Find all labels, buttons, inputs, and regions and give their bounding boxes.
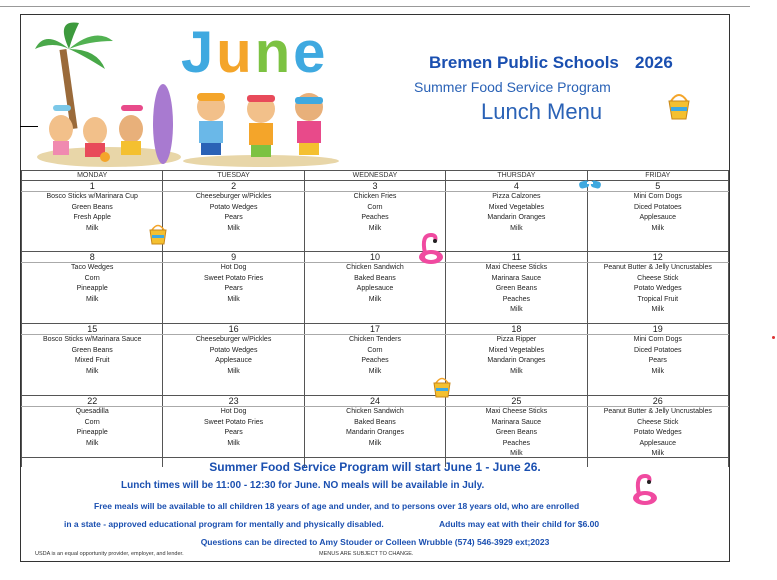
menu-item: Cheeseburger w/Pickles: [195, 193, 272, 200]
menu-cell: [446, 335, 587, 396]
menu-item: Pizza Calzones: [492, 193, 541, 200]
sand-bucket-icon: [147, 222, 169, 246]
menu-cell: [163, 263, 304, 324]
menu-item: Marinara Sauce: [491, 274, 542, 282]
adult-price: Adults may eat with their child for $6.00: [439, 519, 600, 529]
weekday-header-row: [22, 171, 729, 181]
menu-item: Mixed Vegetables: [488, 346, 544, 354]
usda-statement: USDA is an equal opportunity provider, employer, and lender.: [35, 551, 184, 557]
weekday-header: THURSDAY: [446, 171, 587, 181]
date-cell: 26: [587, 396, 728, 407]
menu-item: Cheeseburger w/Pickles: [195, 336, 272, 343]
menu-item: Pineapple: [76, 429, 108, 436]
menu-item: Green Beans: [71, 203, 113, 211]
month-letter: u: [216, 20, 255, 85]
menu-item: Peanut Butter & Jelly Uncrustables: [603, 264, 712, 271]
menu-item: Applesauce: [639, 439, 677, 447]
kids-group-clipart: [181, 85, 341, 167]
calendar-body: [22, 181, 729, 468]
menu-item: Taco Wedges: [71, 264, 114, 271]
menu-item: Corn: [367, 346, 383, 354]
menu-item: Milk: [85, 439, 99, 447]
menu-cell: [587, 335, 728, 396]
date-row: [22, 324, 729, 335]
menu-item: Peaches: [361, 214, 389, 221]
menu-item: Tropical Fruit: [637, 295, 679, 303]
menu-item: Green Beans: [495, 429, 537, 436]
menu-item: Pears: [224, 429, 243, 436]
menu-title: Lunch Menu: [481, 99, 603, 124]
menu-item: Sweet Potato Fries: [204, 274, 264, 282]
menu-item: Peaches: [502, 295, 530, 303]
menu-item: Milk: [651, 306, 664, 313]
organization-name: Bremen Public Schools: [429, 53, 619, 72]
menu-cell: [587, 263, 728, 324]
menu-item: Chicken Fries: [353, 193, 397, 200]
lunch-calendar: [21, 170, 729, 467]
menu-item: Maxi Cheese Sticks: [485, 408, 548, 415]
menu-item: Mandarin Oranges: [487, 357, 546, 364]
date-cell: 2: [163, 181, 304, 192]
eligibility-line-2: in a state - approved educational program for mentally and physically disabled.: [64, 519, 384, 529]
menu-item: Corn: [84, 274, 100, 282]
menu-item: Diced Potatoes: [634, 203, 682, 211]
menu-item: Mini Corn Dogs: [633, 336, 682, 343]
date-row: [22, 252, 729, 263]
menu-cell: [304, 335, 445, 396]
menu-item: Baked Beans: [354, 274, 396, 282]
menu-item: Hot Dog: [220, 408, 247, 415]
date-cell: 1: [22, 181, 163, 192]
menu-item: Milk: [651, 224, 664, 232]
menu-cell: [163, 335, 304, 396]
menu-item: Baked Beans: [354, 418, 396, 426]
beach-kids-clipart: [35, 19, 183, 167]
menu-item: Cheese Stick: [637, 274, 679, 282]
menu-item: Green Beans: [71, 346, 113, 354]
date-cell: 18: [446, 324, 587, 335]
menu-cell: [163, 192, 304, 252]
menu-item: Mixed Fruit: [74, 357, 110, 364]
menu-year: 2026: [635, 53, 673, 72]
program-name: Summer Food Service Program: [414, 79, 611, 95]
menu-item: Chicken Tenders: [348, 336, 401, 343]
menu-item: Mini Corn Dogs: [633, 193, 682, 200]
date-cell: 25: [446, 396, 587, 407]
menu-item: Milk: [227, 295, 240, 303]
month-letter: J: [181, 20, 217, 85]
date-cell: 19: [587, 324, 728, 335]
menu-item: Applesauce: [215, 357, 252, 364]
menu-item: Maxi Cheese Sticks: [485, 264, 548, 271]
menu-cell: [22, 335, 163, 396]
menu-item: Cheese Stick: [637, 418, 679, 426]
menu-item: Pears: [224, 285, 243, 292]
menu-cell: [22, 192, 163, 252]
menu-item: Milk: [651, 450, 664, 457]
menu-item: Milk: [227, 224, 240, 232]
menu-row: [22, 263, 729, 324]
margin-mark: [20, 126, 38, 127]
menu-item: Potato Wedges: [633, 285, 682, 292]
eligibility-line-1: Free meals will be available to all children 18 years of age and under, and to persons over 18 years old, who are enrolled: [94, 501, 580, 511]
flamingo-float-icon: [631, 472, 659, 506]
menu-item: Peaches: [361, 357, 389, 364]
month-title: [181, 19, 328, 86]
menu-item: Sweet Potato Fries: [204, 418, 264, 426]
menu-item: Quesadilla: [75, 408, 109, 415]
date-cell: 16: [163, 324, 304, 335]
date-row: [22, 396, 729, 407]
menu-item: Corn: [367, 203, 383, 211]
date-row: [22, 181, 729, 192]
program-dates: Summer Food Service Program will start June 1 - June 26.: [209, 460, 541, 474]
menu-item: Milk: [510, 224, 523, 232]
menu-item: Peaches: [502, 439, 530, 447]
date-cell: 11: [446, 252, 587, 263]
menu-item: Milk: [368, 295, 382, 303]
sand-bucket-icon: [431, 375, 453, 399]
menu-item: Milk: [368, 367, 382, 375]
weekday-header: FRIDAY: [587, 171, 728, 181]
menu-document: [20, 14, 730, 562]
menu-item: Marinara Sauce: [491, 418, 542, 426]
weekday-header: WEDNESDAY: [304, 171, 445, 181]
menu-disclaimer: MENUS ARE SUBJECT TO CHANGE.: [319, 551, 414, 557]
date-cell: 12: [587, 252, 728, 263]
menu-cell: [446, 192, 587, 252]
menu-item: Chicken Sandwich: [346, 408, 404, 415]
date-cell: 17: [304, 324, 445, 335]
menu-item: Hot Dog: [220, 264, 247, 271]
date-cell: 4: [446, 181, 587, 192]
menu-item: Chicken Sandwich: [346, 264, 404, 271]
menu-item: Potato Wedges: [633, 429, 682, 436]
menu-item: Milk: [510, 306, 523, 313]
menu-item: Milk: [227, 367, 240, 375]
menu-item: Milk: [227, 439, 240, 447]
month-letter: e: [293, 20, 329, 85]
menu-item: Mandarin Oranges: [345, 429, 404, 436]
menu-item: Pears: [648, 357, 667, 364]
menu-item: Milk: [368, 224, 382, 232]
menu-item: Potato Wedges: [209, 203, 258, 211]
menu-item: Milk: [651, 367, 664, 375]
date-cell: 22: [22, 396, 163, 407]
menu-cell: [22, 263, 163, 324]
menu-item: Potato Wedges: [209, 346, 258, 354]
menu-item: Corn: [84, 418, 100, 426]
menu-item: Applesauce: [639, 214, 677, 221]
date-cell: 23: [163, 396, 304, 407]
lunch-times: Lunch times will be 11:00 - 12:30 for June. NO meals will be available in July.: [121, 480, 485, 491]
menu-item: Milk: [510, 450, 523, 457]
menu-row: [22, 335, 729, 396]
menu-cell: [446, 263, 587, 324]
menu-item: Peanut Butter & Jelly Uncrustables: [603, 408, 712, 415]
menu-item: Diced Potatoes: [634, 346, 682, 354]
menu-item: Milk: [85, 295, 99, 303]
menu-header: [21, 15, 729, 170]
flamingo-float-icon: [417, 231, 445, 265]
menu-cell: [587, 192, 728, 252]
date-cell: 3: [304, 181, 445, 192]
date-cell: 10: [304, 252, 445, 263]
top-rule: [0, 6, 750, 7]
menu-item: Milk: [368, 439, 382, 447]
menu-item: Pineapple: [76, 285, 108, 292]
menu-item: Bosco Sticks w/Marinara Cup: [46, 193, 138, 200]
menu-item: Fresh Apple: [73, 214, 111, 221]
menu-item: Mixed Vegetables: [488, 203, 544, 211]
menu-item: Bosco Sticks w/Marinara Sauce: [42, 336, 142, 343]
menu-item: Milk: [85, 224, 99, 232]
menu-item: Applesauce: [356, 285, 394, 292]
sunglasses-icon: [577, 175, 605, 193]
menu-item: Milk: [510, 367, 523, 375]
menu-item: Mandarin Oranges: [487, 214, 546, 221]
menu-item: Green Beans: [495, 285, 537, 292]
margin-dot: [772, 336, 775, 339]
weekday-header: TUESDAY: [163, 171, 304, 181]
date-cell: 9: [163, 252, 304, 263]
date-cell: 24: [304, 396, 445, 407]
menu-footer: [21, 457, 729, 562]
menu-item: Pizza Ripper: [496, 336, 537, 343]
date-cell: 5: [587, 181, 728, 192]
contact-info: Questions can be directed to Amy Stouder or Colleen Wrubble (574) 546-3929 ext;2023: [200, 537, 550, 547]
month-letter: n: [254, 20, 294, 85]
menu-item: Milk: [85, 367, 99, 375]
sand-bucket-icon: [665, 91, 693, 121]
date-cell: 8: [22, 252, 163, 263]
weekday-header: MONDAY: [22, 171, 163, 181]
menu-item: Pears: [224, 214, 243, 221]
date-cell: 15: [22, 324, 163, 335]
menu-cell: [304, 263, 445, 324]
menu-row: [22, 192, 729, 252]
